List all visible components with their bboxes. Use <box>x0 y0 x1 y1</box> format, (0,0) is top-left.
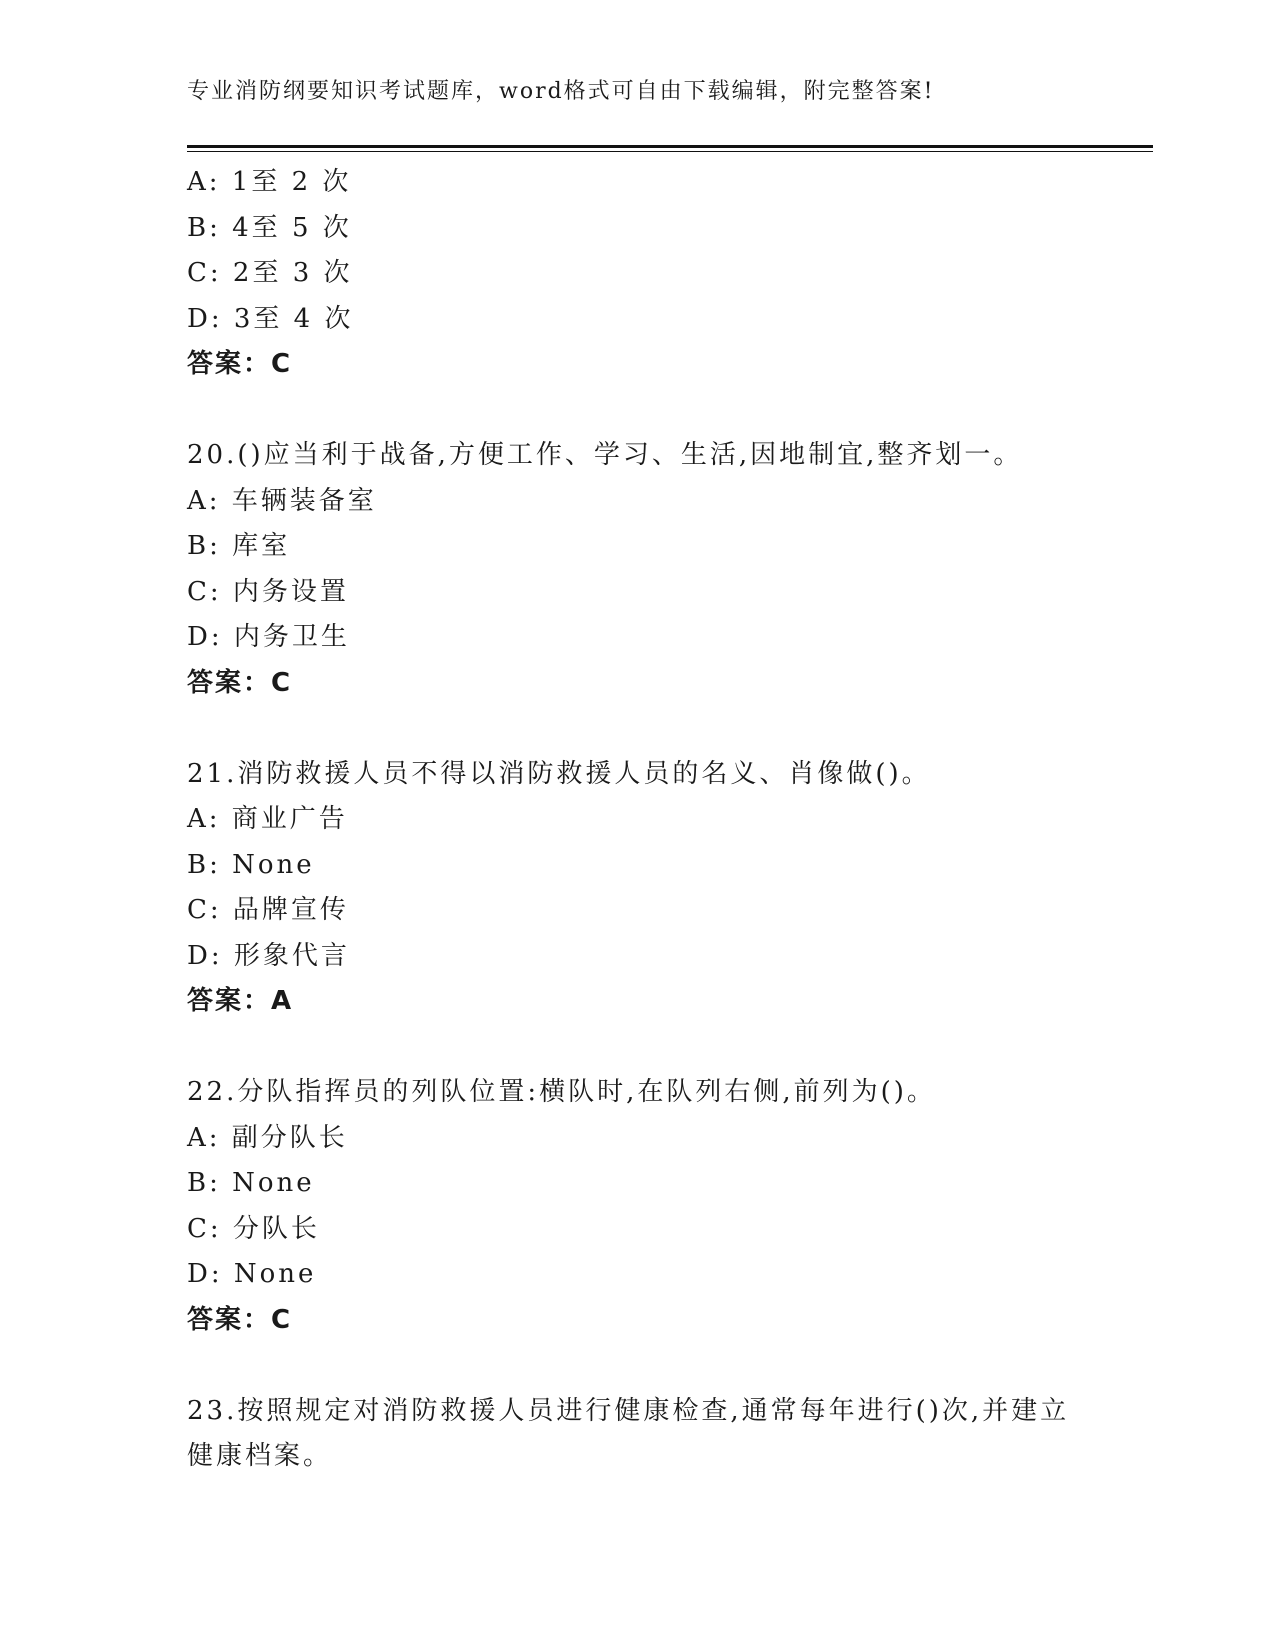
block-spacer <box>187 1025 1087 1071</box>
page-header: 专业消防纲要知识考试题库，word格式可自由下载编辑，附完整答案! <box>187 79 935 104</box>
question-block-21 <box>187 752 1087 1025</box>
option-a: A: 副分队长 <box>187 1122 348 1153</box>
header-rule-thick <box>187 145 1153 148</box>
question-block-22 <box>187 1070 1087 1343</box>
option-c: C: 分队长 <box>187 1213 320 1244</box>
question-block-19 <box>187 160 1087 388</box>
block-spacer <box>187 388 1087 434</box>
option-a: A: 商业广告 <box>187 804 348 834</box>
question-text: 22.分队指挥员的列队位置:横队时,在队列右侧,前列为()。 <box>187 1077 936 1107</box>
option-b: B: 库室 <box>187 531 291 561</box>
question-text: 20.()应当利于战备,方便工作、学习、生活,因地制宜,整齐划一。 <box>187 440 1023 470</box>
option-c: C: 2至 3 次 <box>187 258 353 288</box>
question-content <box>187 160 1087 1480</box>
answer-line: 答案：C <box>187 349 293 379</box>
option-c: C: 内务设置 <box>187 576 349 607</box>
answer-line: 答案：C <box>187 1304 293 1335</box>
option-a: A: 1至 2 次 <box>187 167 352 197</box>
option-c: C: 品牌宣传 <box>187 895 349 925</box>
question-block-20 <box>187 433 1087 706</box>
option-b: B: None <box>187 1168 315 1198</box>
question-block-23 <box>187 1389 1087 1480</box>
option-d: D: 3至 4 次 <box>187 303 354 334</box>
block-spacer <box>187 706 1087 752</box>
option-d: D: 内务卫生 <box>187 622 350 652</box>
option-b: B: 4至 5 次 <box>187 212 352 243</box>
question-text: 23.按照规定对消防救援人员进行健康检查,通常每年进行()次,并建立健康档案。 <box>187 1395 1070 1471</box>
header-rule-thin <box>187 151 1153 152</box>
option-d: D: None <box>187 1259 317 1289</box>
block-spacer <box>187 1343 1087 1389</box>
question-text: 21.消防救援人员不得以消防救援人员的名义、肖像做()。 <box>187 758 931 789</box>
option-a: A: 车辆装备室 <box>187 485 377 516</box>
answer-line: 答案：A <box>187 986 294 1016</box>
option-d: D: 形象代言 <box>187 940 350 971</box>
answer-line: 答案：C <box>187 667 293 698</box>
option-b: B: None <box>187 849 315 880</box>
